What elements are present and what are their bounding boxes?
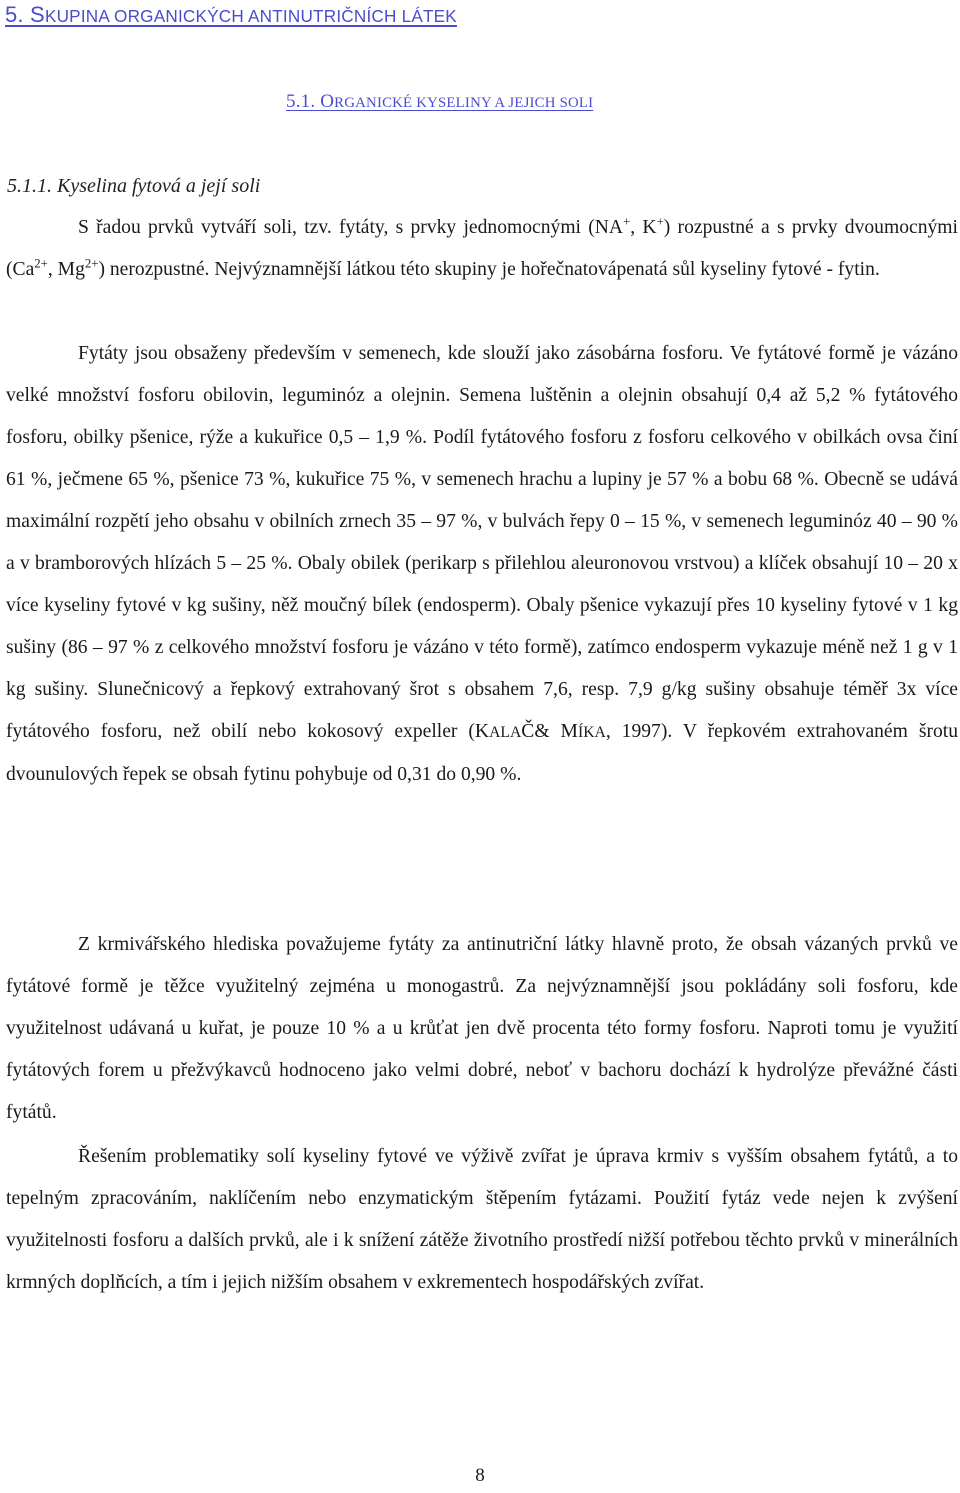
author-smallcaps: ÍKA (577, 724, 606, 741)
section-heading-title: RGANICKÉ KYSELINY A JEJICH SOLI (334, 95, 594, 111)
paragraph-1-text-d: , Mg (47, 259, 85, 280)
paragraph-1-text-c: ) rozpustné a s prvky dvoumocnými (Ca (6, 217, 958, 280)
paragraph-4 (6, 1136, 958, 1304)
paragraph-2 (6, 333, 958, 796)
paragraph-1 (6, 207, 958, 291)
superscript: + (623, 214, 631, 229)
paragraph-3 (6, 924, 958, 1134)
paragraph-2-text-c: , 1997). V řepkovém extrahovaném šrotu dvounulových řepek se obsah fytinu pohybuje od 0,31 do 0,90 %. (6, 721, 959, 785)
paragraph-1-text-e: ) nerozpustné. Nejvýznamnější látkou této skupiny je hořečnatovápenatá sůl kyseliny fytové - fytin. (98, 259, 880, 280)
section-heading-number: 5.1. O (286, 91, 335, 112)
paragraph-4-text: Řešením problematiky solí kyseliny fytové ve výživě zvířat je úprava krmiv s vyšším obsahem fytátů, a to tepelným zpracováním, naklíčením nebo enzymatickým štěpením fytázami. Použití fytáz vede nejen k zvýšení využitelnosti fosforu a dalších prvků, ale i k snížení zátěže životního prostředí nižší potřebou těchto prvků v minerálních krmných doplňcích, a tím i jejich nižším obsahem v exkrementech hospodářských zvířat. (6, 1146, 958, 1293)
superscript: 2+ (34, 256, 48, 271)
chapter-heading-number: 5. S (5, 2, 45, 27)
paragraph-1-text-a: S řadou prvků vytváří soli, tzv. fytáty, s prvky jednomocnými (NA (78, 217, 624, 238)
paragraph-2-text-a: Fytáty jsou obsaženy především v semenech, kde slouží jako zásobárna fosforu. Ve fytátové formě je vázáno velké množství fosforu obilovin, leguminóz a olejnin. Semena luštěnin a olejnin obsahují 0,4 až 5,2 % fytátového fosforu, obilky pšenice, rýže a kukuřice 0,5 – 1,9 %. Podíl fytátového fosforu z fosforu celkového v obilkách ovsa činí 61 %, ječmene 65 %, pšenice 73 %, kukuřice 75 %, v semenech hrachu a lupiny je 57 % a bobu 68 %. Obecně se udává maximální rozpětí jeho obsahu v obilních zrnech 35 – 97 %, v bulvách řepy 0 – 15 %, v semenech leguminóz 40 – 90 % a v bramborových hlízách 5 – 25 %. Obaly obilek (perikarp s přilehlou aleuronovou vrstvou) a klíček obsahují 10 – 20 x více kyseliny fytové v kg sušiny, něž moučný bílek (endosperm). Obaly pšenice vykazují přes 10 kyseliny fytové v 1 kg sušiny (86 – 97 % z celkového množství fosforu je vázáno v této formě), zatímco endosperm vykazuje méně než 1 g v 1 kg sušiny. Slunečnicový a řepkový extrahovaný šrot s obsahem 7,6, resp. 7,9 g/kg sušiny obsahuje téměř 3x více fytátového fosforu, než obilí nebo kokosový expeller (K (6, 343, 958, 742)
author-smallcaps: ALA (489, 724, 522, 741)
chapter-heading (5, 0, 457, 31)
paragraph-2-text-b: Č& M (521, 721, 578, 742)
superscript: 2+ (84, 256, 99, 271)
paragraph-1-text-b: , K (630, 217, 657, 238)
superscript: + (656, 214, 664, 229)
page-number: 8 (475, 1465, 485, 1486)
chapter-heading-title: KUPINA ORGANICKÝCH ANTINUTRIČNÍCH LÁTEK (44, 6, 457, 26)
subsection-heading: 5.1.1. Kyselina fytová a její soli (7, 175, 261, 197)
paragraph-3-text: Z krmivářského hlediska považujeme fytáty za antinutriční látky hlavně proto, že obsah vázaných prvků ve fytátové formě je těžce využitelný zejména u monogastrů. Za nejvýznamnější jsou pokládány soli fosforu, kde využitelnost udávaná u kuřat, je pouze 10 % a u krůťat jen dvě procenta této formy fosforu. Naproti tomu je využití fytátových forem u přežvýkavců hodnoceno jako velmi dobré, neboť v bachoru dochází k hydrolýze převážné části fytátů. (6, 934, 958, 1123)
section-heading (286, 88, 593, 117)
